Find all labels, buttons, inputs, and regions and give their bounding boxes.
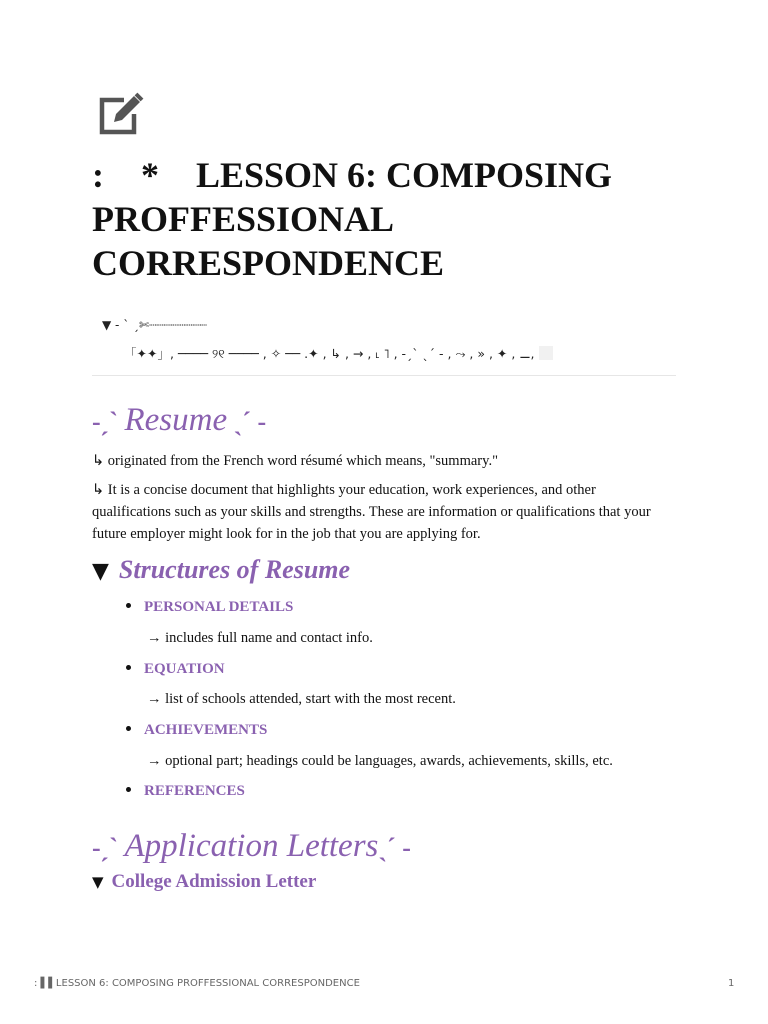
toggle-triangle-icon[interactable]: ▼ xyxy=(92,559,109,584)
bullet-icon xyxy=(126,603,131,608)
list-item-label: PERSONAL DETAILS xyxy=(144,599,294,615)
list-item-detail: → includes full name and contact info. xyxy=(147,630,373,646)
heading-decor-left: -ˏˋ xyxy=(92,833,125,862)
resume-heading-text: Resume xyxy=(124,402,228,438)
list-item-detail: → optional part; headings could be languages, awards, achievements, skills, etc. xyxy=(147,753,613,769)
application-letters-heading xyxy=(92,826,411,868)
structures-heading-text: Structures of Resume xyxy=(118,555,351,584)
bullet-icon xyxy=(126,787,131,792)
list-item xyxy=(126,597,293,617)
heading-decor-left: -ˏˋ xyxy=(92,407,125,436)
college-admission-text: College Admission Letter xyxy=(111,871,317,892)
list-item xyxy=(126,781,245,801)
toggle-triangle-icon[interactable]: ▼ xyxy=(102,318,112,332)
bullet-icon xyxy=(126,726,131,731)
list-item-detail: → list of schools attended, start with the most recent. xyxy=(147,691,456,707)
toggle-triangle-icon[interactable]: ▼ xyxy=(92,873,104,891)
decor-symbols-text: 「✦✦」, ──── ୨୧ ──── , ✧ ── .✦ , ↳ , → , ˪ ˥ , -ˏˋ ˎˊ - , ⤳ , » , ✦ , ⚊, xyxy=(124,346,535,361)
decor-symbols-line xyxy=(124,345,553,363)
page-number: 1 xyxy=(728,978,735,989)
resume-heading xyxy=(92,400,266,442)
edit-note-icon xyxy=(98,92,144,136)
resume-origin-text: ↳ originated from the French word résumé which means, "summary." xyxy=(92,453,498,469)
structures-toggle[interactable] xyxy=(92,554,350,588)
application-heading-text: Application Letters xyxy=(124,828,379,864)
toggle-label: - ˋ ˏ✄┈┈┈┈┈┈┈┈ xyxy=(111,318,207,332)
list-item xyxy=(126,659,225,679)
heading-decor-right: ˎˊ - xyxy=(378,833,411,862)
list-item xyxy=(126,720,267,740)
divider xyxy=(92,375,676,376)
footer-title: : ▌▌LESSON 6: COMPOSING PROFFESSIONAL CORRESPONDENCE xyxy=(34,978,360,989)
list-item-label: ACHIEVEMENTS xyxy=(144,722,268,738)
resume-definition-text: ↳ It is a concise document that highlights your education, work experiences, and other qualifications such as your skills and strengths. These are information or qualifications that your future employer might look for in the job that you are applying for. xyxy=(92,482,651,542)
heading-decor-right: ˎˊ - xyxy=(227,407,267,436)
decor-toggle[interactable] xyxy=(102,316,207,334)
college-admission-toggle[interactable] xyxy=(92,870,316,894)
bullet-icon xyxy=(126,665,131,670)
list-item-label: REFERENCES xyxy=(144,783,245,799)
list-item-label: EQUATION xyxy=(144,661,225,677)
page-title: : ﾟ*✧ LESSON 6: COMPOSING PROFFESSIONAL CORRESPONDENCE xyxy=(92,155,613,283)
decor-end-box xyxy=(539,346,553,360)
